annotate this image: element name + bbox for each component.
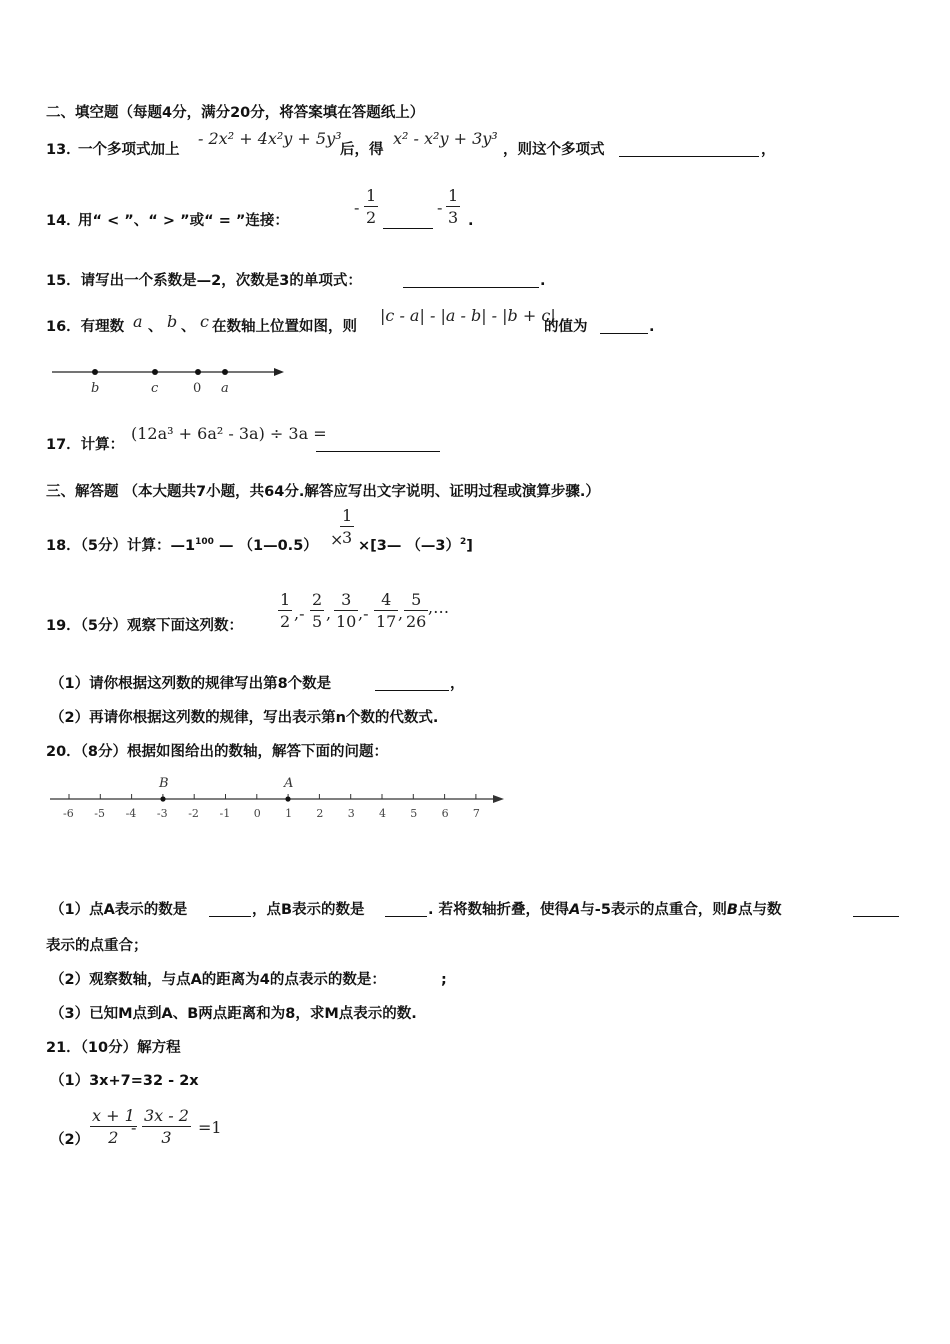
q17-expr: (12a³ + 6a² - 3a) ÷ 3a = bbox=[131, 424, 327, 443]
q16-text-3: 的值为 bbox=[544, 319, 588, 335]
q14-fraction-third bbox=[446, 186, 460, 227]
q20-part-2: （2）观察数轴，与点A的距离为4的点表示的数是： bbox=[50, 972, 386, 988]
q14-text: 用“ < ”、“ > ”或“ = ”连接： bbox=[78, 213, 289, 229]
q19-sep-2: , bbox=[326, 604, 332, 623]
q20-part-1-b: ，点B表示的数是 bbox=[252, 902, 365, 918]
q20-tick-label: 3 bbox=[347, 807, 355, 820]
q14-f1-num: 1 bbox=[366, 186, 377, 205]
q21-text: 21．（10分）解方程 bbox=[46, 1040, 181, 1056]
q21-fraction-1: x + 1 2 bbox=[92, 1106, 135, 1147]
q20-number-line bbox=[48, 770, 510, 830]
q13-expr-1: - 2x² + 4x²y + 5y³ bbox=[198, 129, 342, 148]
q19-frac-3: 3 10 bbox=[336, 590, 357, 631]
q21-rhs: =1 bbox=[198, 1118, 222, 1137]
q19-frac-4: 4 17 bbox=[376, 590, 397, 631]
q19-frac-5: 5 26 bbox=[406, 590, 427, 631]
q16-point-b bbox=[92, 369, 98, 375]
q14-num: 14． bbox=[46, 213, 81, 229]
q15-end: . bbox=[540, 273, 546, 289]
q19-sep-1: ,- bbox=[294, 604, 305, 623]
q19-sep-4: , bbox=[398, 604, 404, 623]
q13-answer-blank[interactable] bbox=[619, 142, 759, 157]
q20-tick-label: 1 bbox=[285, 807, 293, 820]
q16-end: . bbox=[649, 319, 655, 335]
q13-text-3: ，则这个多项式 bbox=[503, 142, 605, 158]
q20-blank-a[interactable] bbox=[209, 902, 251, 917]
q17-answer-blank[interactable] bbox=[316, 437, 440, 452]
q14-fraction-half bbox=[364, 186, 378, 227]
q19-text: 19．（5分）观察下面这列数： bbox=[46, 618, 244, 634]
section-2-heading: 二、填空题（每题4分，满分20分，将答案填在答题纸上） bbox=[46, 105, 425, 121]
q16-text-1: 16．有理数 bbox=[46, 319, 125, 335]
q20-tick-label: -3 bbox=[156, 807, 168, 820]
q13-expr-2: x² - x²y + 3y³ bbox=[393, 129, 498, 148]
q20-blank-fold[interactable] bbox=[853, 902, 899, 917]
q19-answer-blank[interactable] bbox=[375, 676, 449, 691]
q16-point-0 bbox=[195, 369, 201, 375]
q16-var-c: c bbox=[200, 312, 209, 331]
q18-times: × bbox=[330, 530, 344, 549]
q20-tick-label: 5 bbox=[410, 807, 418, 820]
q14-f2-den: 3 bbox=[448, 208, 459, 227]
q21-part-2-label: （2） bbox=[50, 1132, 90, 1148]
q14-neg-1: - bbox=[354, 198, 360, 217]
q16-label-c: c bbox=[151, 381, 159, 396]
q19-sep-3: ,- bbox=[358, 604, 369, 623]
q14-end: . bbox=[468, 213, 474, 229]
q20-tick-label: -6 bbox=[63, 807, 74, 820]
q19-frac-1: 1 2 bbox=[280, 590, 291, 631]
q21-part-1: （1）3x+7=32 - 2x bbox=[50, 1073, 199, 1089]
q15-answer-blank[interactable] bbox=[403, 273, 539, 288]
q13-text-1: 一个多项式加上 bbox=[78, 142, 180, 158]
q14-f2-num: 1 bbox=[448, 186, 459, 205]
q20-tick-label: 4 bbox=[379, 807, 386, 820]
q16-sep-1: 、 bbox=[148, 319, 163, 335]
q19-frac-2: 2 5 bbox=[312, 590, 323, 631]
q16-point-c bbox=[152, 369, 158, 375]
q20-tick-label: 6 bbox=[441, 807, 449, 820]
q20-label-b: B bbox=[159, 776, 169, 791]
q13-text-2: 后，得 bbox=[340, 142, 384, 158]
q18-f-den: 3 bbox=[342, 528, 353, 547]
q20-tick-label: -1 bbox=[219, 807, 231, 820]
q19-part-1-end: ， bbox=[450, 676, 465, 692]
q20-text: 20．（8分）根据如图给出的数轴，解答下面的问题： bbox=[46, 744, 389, 760]
q20-part-2-end: ; bbox=[441, 972, 447, 988]
q18-fraction bbox=[340, 506, 354, 547]
q13-num: 13． bbox=[46, 142, 81, 158]
q20-label-a: A bbox=[284, 776, 294, 791]
q20-tick-label: -2 bbox=[188, 807, 199, 820]
q15-text: 15．请写出一个系数是—2，次数是3的单项式： bbox=[46, 273, 362, 289]
q13-text-4: ， bbox=[761, 142, 776, 158]
q16-var-a: a bbox=[133, 312, 143, 331]
q16-label-0: 0 bbox=[193, 381, 202, 396]
q17-text: 17．计算： bbox=[46, 437, 125, 453]
q19-ellipsis: ,… bbox=[428, 598, 450, 617]
q14-f1-den: 2 bbox=[366, 208, 377, 227]
q20-part-1-c: . 若将数轴折叠，使得A与-5表示的点重合，则B点与数 bbox=[428, 902, 782, 918]
q19-part-1: （1）请你根据这列数的规律写出第8个数是 bbox=[50, 676, 332, 692]
q19-part-2: （2）再请你根据这列数的规律，写出表示第n个数的代数式. bbox=[50, 710, 439, 726]
q18-text-2: ×[3— （—3）$^2$] bbox=[358, 537, 473, 554]
q20-part-1-a: （1）点A表示的数是 bbox=[50, 902, 188, 918]
q14-answer-blank[interactable] bbox=[383, 214, 433, 229]
q16-number-line bbox=[50, 360, 290, 400]
q21-fraction-2: 3x - 2 3 bbox=[144, 1106, 189, 1147]
q20-tick-label: -4 bbox=[125, 807, 137, 820]
q20-tick-label: -5 bbox=[94, 807, 106, 820]
q18-text-1: 18．（5分）计算：$—1^{100}$ — （1—0.5） bbox=[46, 537, 318, 554]
q20-blank-b[interactable] bbox=[385, 902, 427, 917]
q20-point-a bbox=[285, 796, 290, 801]
q16-expr: |c - a| - |a - b| - |b + c| bbox=[380, 306, 556, 325]
q20-point-b bbox=[160, 796, 165, 801]
q20-tick-label: 2 bbox=[316, 807, 324, 820]
q18-f-num: 1 bbox=[342, 506, 353, 525]
q16-point-a bbox=[222, 369, 228, 375]
q16-answer-blank[interactable] bbox=[600, 319, 648, 334]
q16-text-2: 在数轴上位置如图，则 bbox=[212, 319, 357, 335]
q21-minus: - bbox=[131, 1118, 137, 1137]
q20-part-3: （3）已知M点到A、B两点距离和为8，求M点表示的数. bbox=[50, 1006, 417, 1022]
q20-tick-label: 0 bbox=[253, 807, 261, 820]
q16-label-b: b bbox=[91, 381, 100, 396]
q20-tick-label: 7 bbox=[472, 807, 480, 820]
q16-label-a: a bbox=[221, 381, 229, 396]
q16-sep-2: 、 bbox=[181, 319, 196, 335]
section-3-heading: 三、解答题 （本大题共7小题，共64分.解答应写出文字说明、证明过程或演算步骤.） bbox=[46, 484, 600, 500]
q16-var-b: b bbox=[167, 312, 178, 331]
q14-neg-2: - bbox=[437, 198, 443, 217]
q20-part-1-h: 表示的点重合； bbox=[46, 938, 148, 954]
